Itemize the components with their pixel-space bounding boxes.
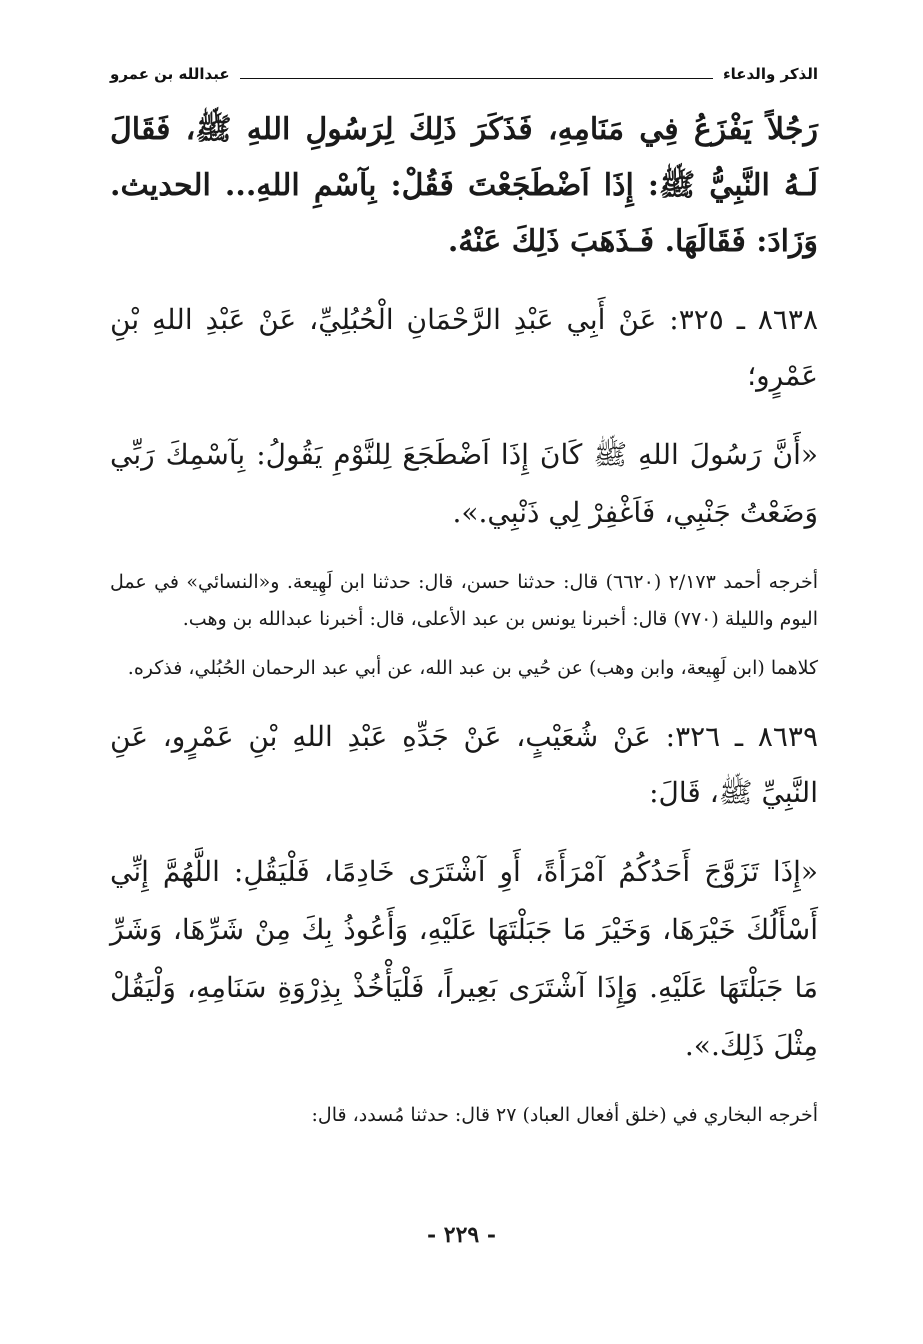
hadith-8638-takhrij: أخرجه أحمد ٢/١٧٣ (٦٦٢٠) قال: حدثنا حسن، قال: حدثنا ابن لَهِيعة. و«النسائي» في عمل اليوم والليلة (٧٧٠) قال: أخبرنا يونس بن عبد الأعلى، قال: أخبرنا عبدالله بن وهب.	[110, 571, 819, 630]
hadith-8638-text: «أَنَّ رَسُولَ اللهِ ﷺ كَانَ إِذَا اَضْطَجَعَ لِلنَّوْمِ يَقُولُ: بِآسْمِكَ رَبِّي وَضَعْتُ جَنْبِي، فَاَغْفِرْ لِي ذَنْبِي.».	[110, 438, 818, 529]
hadith-8639-text: «إِذَا تَزَوَّجَ أَحَدُكُمُ آمْرَأَةً، أَوِ آشْتَرَى خَادِمًا، فَلْيَقُلِ: اللَّهُمَّ إِنِّي أَسْأَلُكَ خَيْرَهَا، وَخَيْرَ مَا جَبَلْتَهَا عَلَيْهِ، وَأَعُوذُ بِكَ مِنْ شَرِّهَا، وَشَرِّ مَا جَبَلْتَهَا عَلَيْهِ. وَإِذَا آشْتَرَى بَعِيراً، فَلْيَأْخُذْ بِذِرْوَةِ سَنَامِهِ، وَلْيَقُلْ مِثْلَ ذَلِكَ.».	[110, 855, 818, 1062]
header-chapter-title: الذكر والدعاء	[722, 65, 818, 83]
running-header	[110, 60, 818, 88]
hadith-8638-takhrij-note: كلاهما (ابن لَهِيعة، وابن وهب) عن حُيي بن عبد الله، عن أبي عبد الرحمان الحُبُلي، فذكره.	[127, 657, 818, 679]
book-page	[110, 60, 818, 1134]
header-rule	[240, 78, 713, 79]
continued-hadith-text: رَجُلاً يَفْزَعُ فِي مَنَامِهِ، فَذَكَرَ ذَلِكَ لِرَسُولِ اللهِ ﷺ، فَقَالَ لَـهُ النَّبِيُّ ﷺ: إِذَا اَضْطَجَعْتَ فَقُلْ: بِآسْمِ اللهِ... الحديث. وَزَادَ: فَقَالَهَا. فَـذَهَبَ ذَلِكَ عَنْهُ.	[110, 112, 818, 259]
hadith-8639-takhrij: أخرجه البخاري في (خلق أفعال العباد) ٢٧ قال: حدثنا مُسدد، قال:	[311, 1104, 818, 1126]
page-body	[110, 102, 818, 1134]
header-section-title: عبدالله بن عمرو	[110, 65, 230, 83]
hadith-8638-chain: ٨٦٣٨ ـ ٣٢٥: عَنْ أَبِي عَبْدِ الرَّحْمَانِ الْحُبُلِيِّ، عَنْ عَبْدِ اللهِ بْنِ عَمْرٍو؛	[110, 303, 818, 392]
hadith-8639-chain: ٨٦٣٩ ـ ٣٢٦: عَنْ شُعَيْبٍ، عَنْ جَدِّهِ عَبْدِ اللهِ بْنِ عَمْرٍو، عَنِ النَّبِيِّ ﷺ، قَالَ:	[110, 720, 818, 809]
page-number: - ٢٢٩ -	[426, 1222, 497, 1248]
